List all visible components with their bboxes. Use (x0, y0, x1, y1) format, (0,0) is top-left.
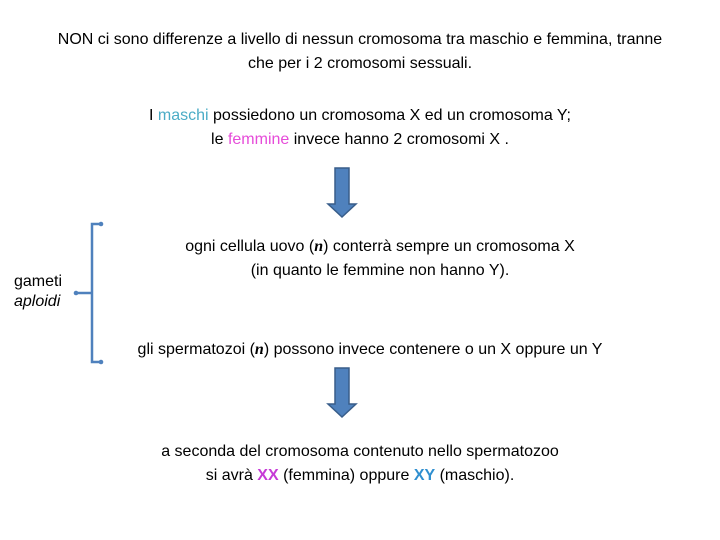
maschi-word: maschi (157, 107, 209, 124)
sperm-text (90, 338, 650, 362)
result-line-2: si avrà XX (femmina) oppure XY (maschio). (205, 467, 515, 484)
males-line: I maschi possiedono un cromosoma X ed un cromosoma Y; (149, 107, 571, 124)
sperm-line: gli spermatozoi (n) possono invece contenere o un X oppure un Y (137, 341, 603, 358)
intro-line-1: NON ci sono differenze a livello di nessun cromosoma tra maschio e femmina, tranne (57, 31, 663, 48)
egg-cell-text (130, 235, 630, 283)
gametes-label (14, 272, 62, 312)
result-text (90, 440, 630, 488)
down-arrow-2 (328, 368, 356, 417)
bracket-tick-end (74, 291, 79, 296)
intro-line-2: che per i 2 cromosomi sessuali. (247, 55, 473, 72)
egg-line-2: (in quanto le femmine non hanno Y). (250, 262, 510, 279)
females-line: le femmine invece hanno 2 cromosomi X . (211, 131, 509, 148)
haploid-n: n (314, 238, 324, 255)
down-arrow-1 (328, 168, 356, 217)
bracket-top-end (99, 222, 104, 227)
result-line-1: a seconda del cromosoma contenuto nello spermatozoo (161, 443, 559, 460)
egg-line-1: ogni cellula uovo (n) conterrà sempre un cromosoma X (185, 238, 575, 255)
xy-label: XY (413, 467, 436, 484)
femmine-word: femmine (227, 131, 290, 148)
gametes-word: gameti (14, 273, 63, 290)
haploid-n-sperm: n (254, 341, 264, 358)
xx-label: XX (257, 467, 279, 484)
haploid-word: aploidi (14, 293, 61, 310)
